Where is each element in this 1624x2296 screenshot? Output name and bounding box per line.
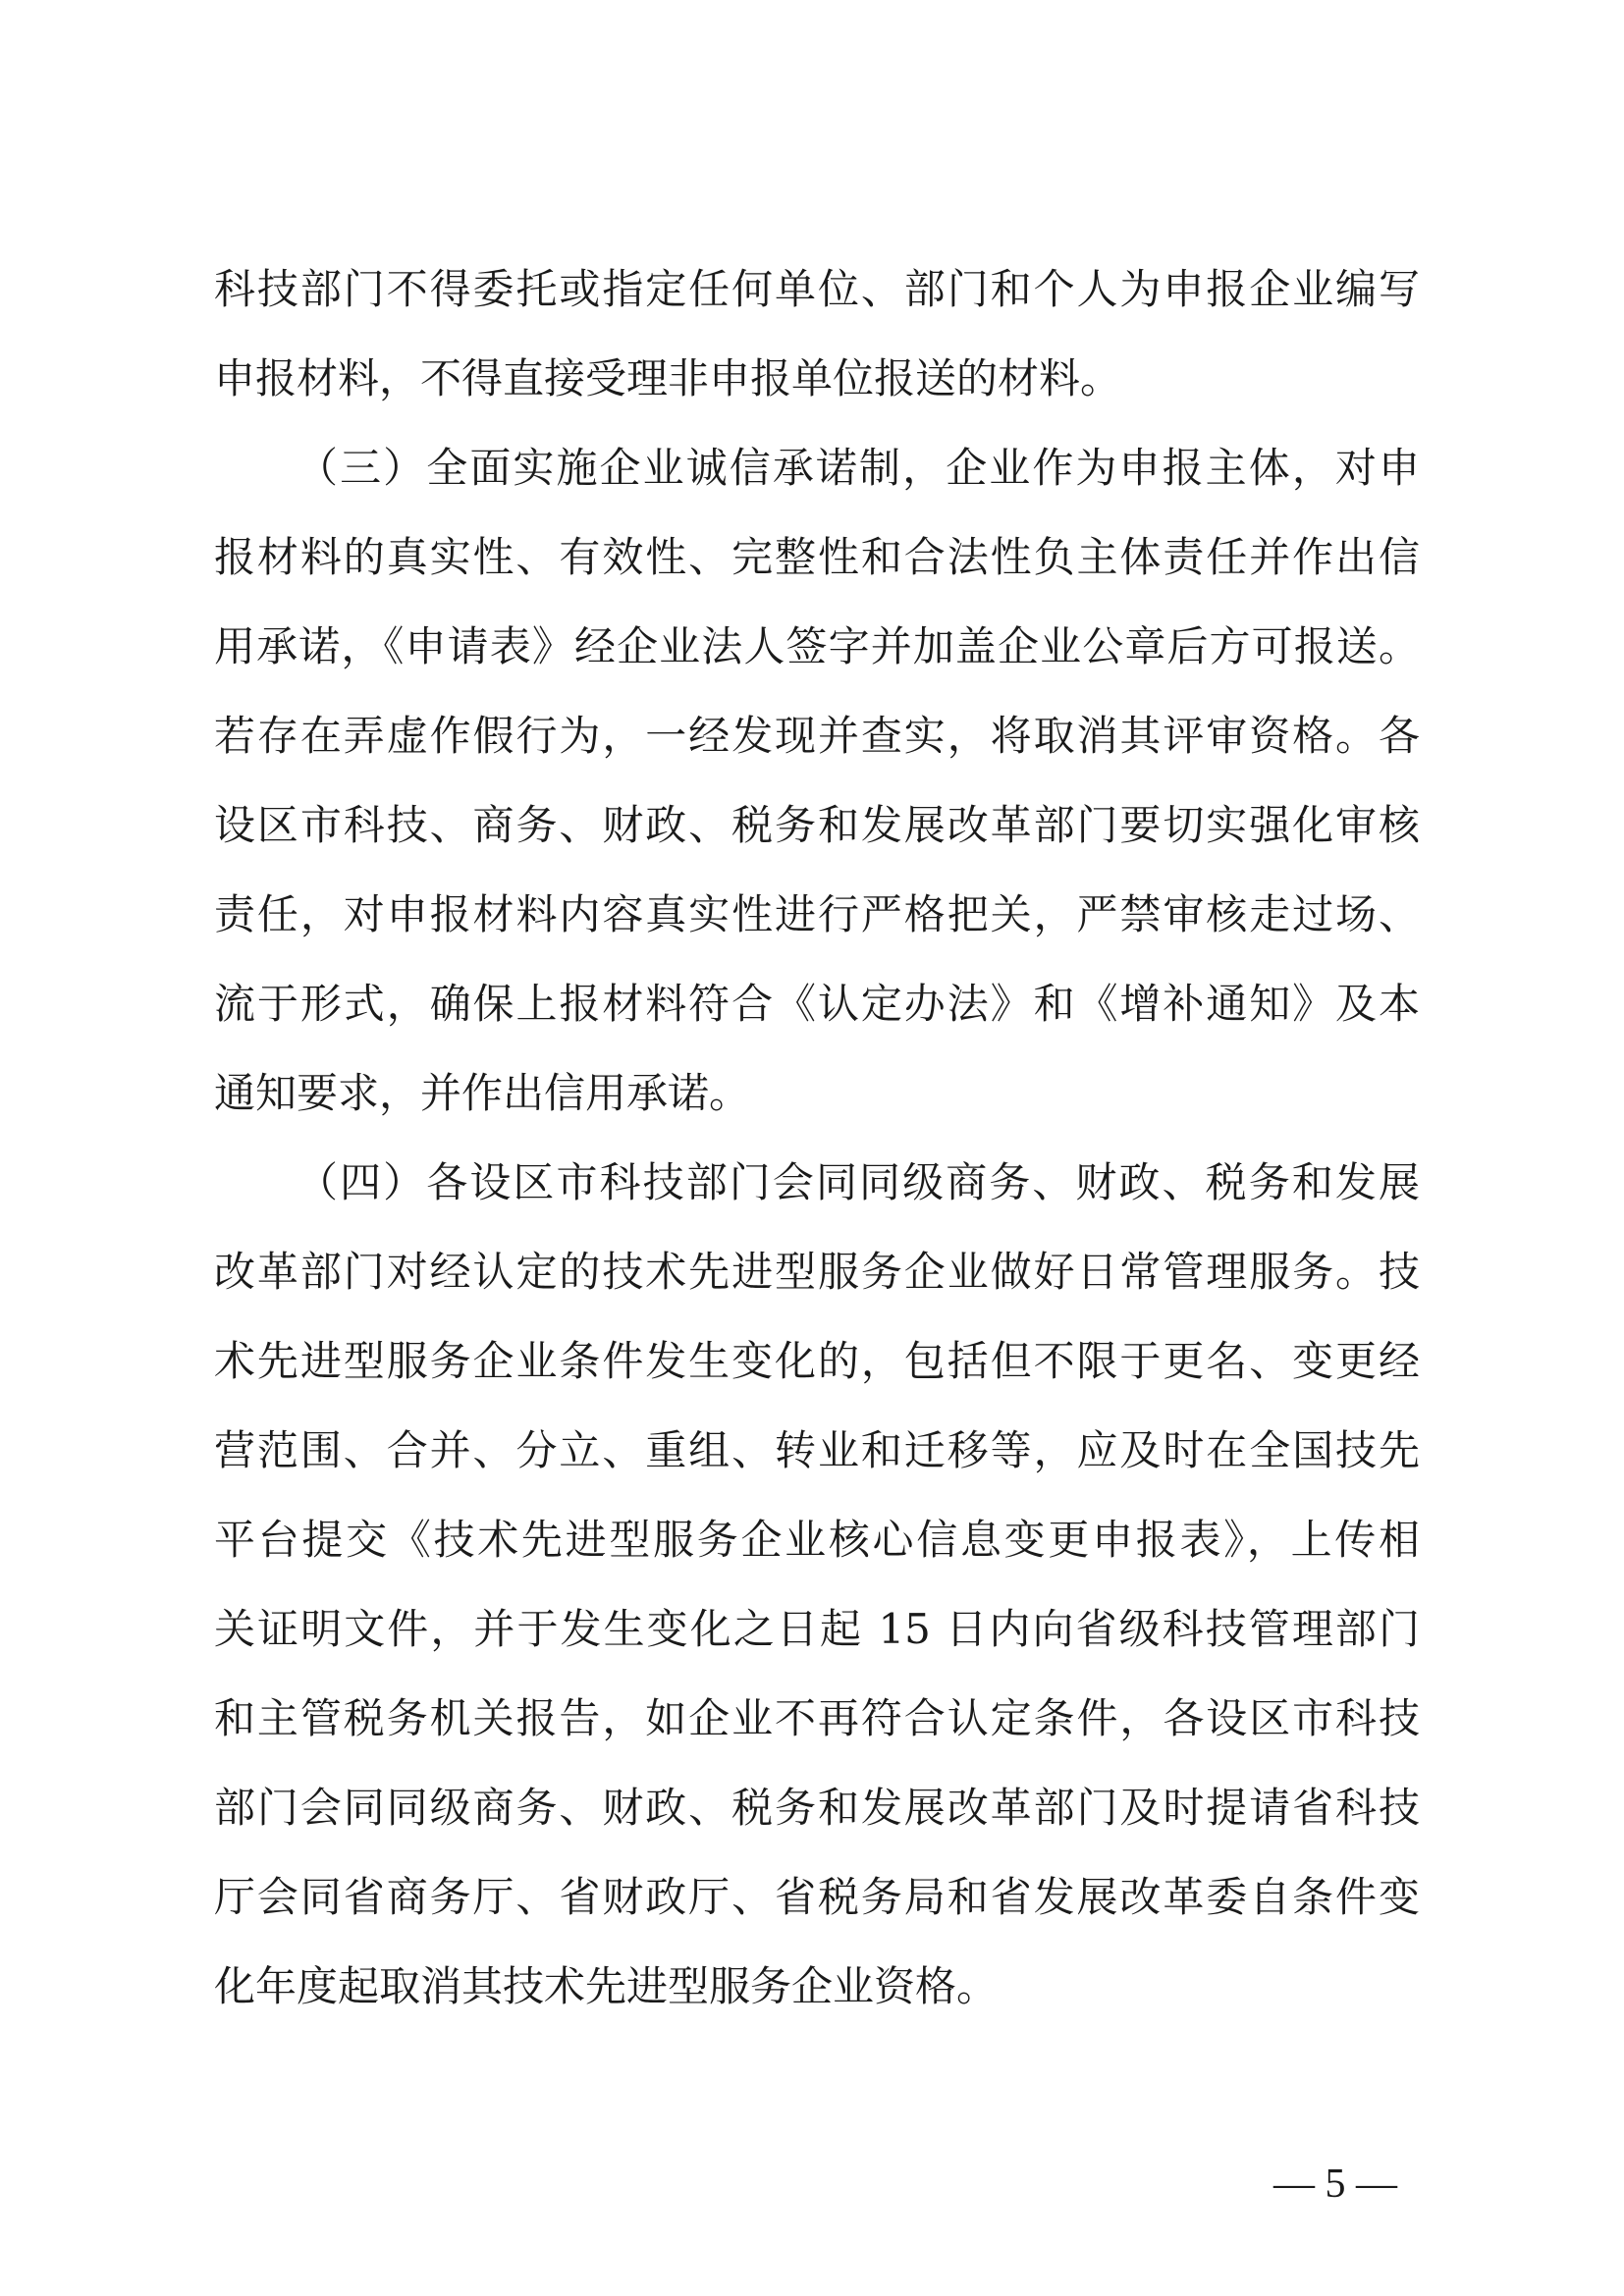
body-line-12: 改革部门对经认定的技术先进型服务企业做好日常管理服务。技 [214,1248,1420,1296]
body-line-8: 责任，对申报材料内容真实性进行严格把关，严禁审核走过场、 [214,890,1420,938]
body-line-14: 营范围、合并、分立、重组、转业和迁移等，应及时在全国技先 [214,1426,1420,1474]
body-line-15: 平台提交《技术先进型服务企业核心信息变更申报表》，上传相 [214,1516,1420,1564]
page-number: — 5 — [1273,2162,1397,2207]
body-line-1: 科技部门不得委托或指定任何单位、部门和个人为申报企业编写 [214,265,1420,313]
body-line-18: 部门会同同级商务、财政、税务和发展改革部门及时提请省科技 [214,1784,1420,1832]
body-line-6: 若存在弄虚作假行为，一经发现并查实，将取消其评审资格。各 [214,712,1420,760]
body-line-17: 和主管税务机关报告，如企业不再符合认定条件，各设区市科技 [214,1694,1420,1742]
section-4-first-line: （四）各设区市科技部门会同同级商务、财政、税务和发展 [297,1158,1420,1206]
body-line-9: 流于形式，确保上报材料符合《认定办法》和《增补通知》及本 [214,980,1420,1028]
body-line-4: 报材料的真实性、有效性、完整性和合法性负主体责任并作出信 [214,533,1420,581]
body-line-13: 术先进型服务企业条件发生变化的，包括但不限于更名、变更经 [214,1337,1420,1385]
body-line-2: 申报材料，不得直接受理非申报单位报送的材料。 [214,354,1122,402]
body-line-10: 通知要求，并作出信用承诺。 [214,1069,751,1117]
section-3-first-line: （三）全面实施企业诚信承诺制，企业作为申报主体，对申 [297,444,1420,492]
body-line-7: 设区市科技、商务、财政、税务和发展改革部门要切实强化审核 [214,801,1420,849]
body-line-20: 化年度起取消其技术先进型服务企业资格。 [214,1962,999,2010]
body-line-19: 厅会同省商务厅、省财政厅、省税务局和省发展改革委自条件变 [214,1873,1420,1921]
body-line-5: 用承诺，《申请表》经企业法人签字并加盖企业公章后方可报送。 [214,622,1420,670]
body-line-16: 关证明文件，并于发生变化之日起 15 日内向省级科技管理部门 [214,1605,1420,1653]
